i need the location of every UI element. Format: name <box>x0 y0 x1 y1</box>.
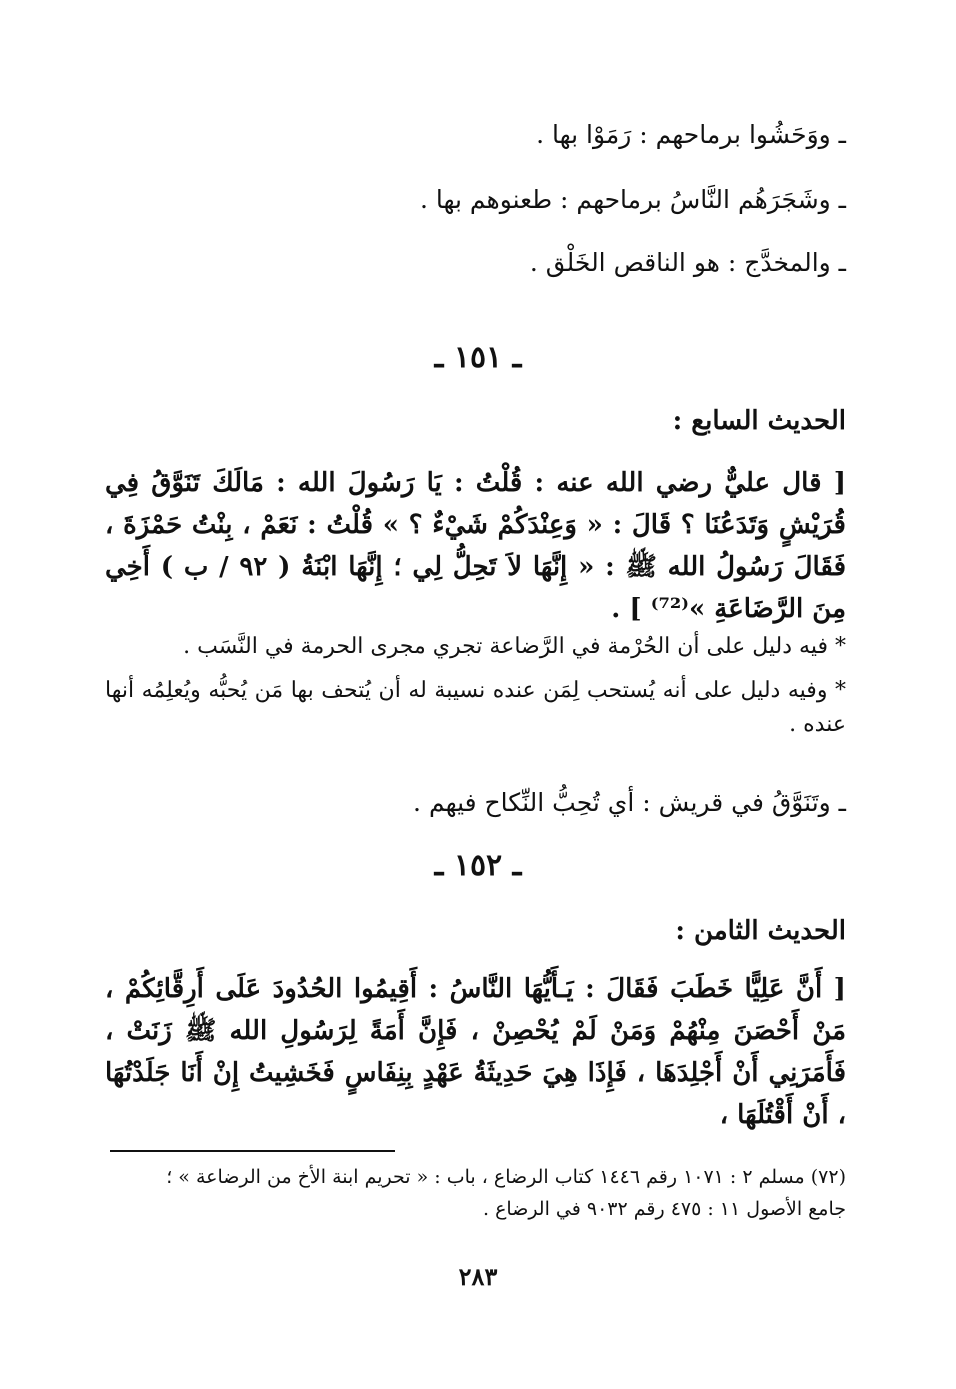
note-2: * وفيه دليل على أنه يُستحب لِمَن عنده نسيبة له أن يُتحف بها مَن يُحبُّه ويُعلِمُه أنها عنده . <box>105 678 846 737</box>
heading-hadith-7: الحديث السابع : <box>672 406 846 436</box>
heading-hadith-8: الحديث الثامن : <box>675 916 846 946</box>
hadith-number-151: ـ ١٥١ ـ <box>434 340 522 375</box>
gloss-line-2: ـ وشَجَرَهُم النَّاسُ برماحهم : طعنوهم بها . <box>419 185 846 214</box>
footnote-72-line-1: (٧٢) مسلم ٢ : ١٠٧١ رقم ١٤٤٦ كتاب الرضاع ، باب : « تحريم ابنة الأخ من الرضاعة » ؛ <box>166 1166 846 1188</box>
hadith-7-text: [ قال عليٌّ رضي الله عنه : قُلْتُ : يَا رَسُولَ الله : مَالَكَ تَنَوَّقُ فِي قُرَيْشٍ وَتَدَعُنَا ؟ قَالَ : « وَعِنْدَكُمْ شَيْءٌ ؟ » قُلْتُ : نَعَمْ ، بِنْتُ حَمْزَةَ ، فَقَالَ رَسُولُ الله ﷺ : « إِنَّهَا لاَ تَحِلُّ لِي ؛ إِنَّهَا ابْنَةُ ( ٩٢ / ب ) أَخِي مِنَ الرَّضَاعَةِ »⁽⁷²⁾ ] . <box>105 468 847 624</box>
hadith-number-152: ـ ١٥٢ ـ <box>434 848 522 883</box>
gloss-tanawwaq: ـ وتَنَوَّقُ في قريش : أي تُحِبُّ النِّكاح فيهم . <box>413 788 846 817</box>
gloss-line-1: ـ ووَحَشُوا برماحهم : رَمَوْا بها . <box>536 120 846 149</box>
hadith-8-text: [ أَنَّ عَلِيًّا خَطَبَ فَقَالَ : يَـأَيُّهَا النَّاسُ : أَقِيمُوا الحُدُودَ عَلَى أَرِقَّائِكُمْ ، مَنْ أَحْصَنَ مِنْهُمْ وَمَنْ لَمْ يُحْصِنْ ، فَإِنَّ أَمَةً لِرَسُولِ الله ﷺ زَنَتْ ، فَأَمَرَنِي أَنْ أَجْلِدَهَا ، فَإِذَا هِيَ حَدِيثَةُ عَهْدٍ بِنِفَاسٍ فَخَشِيتُ إِنْ أَنَا جَلَدْتُهَا ، أَنْ أَقْتُلَهَا ، <box>105 974 846 1130</box>
gloss-line-3: ـ والمخدَّج : هو الناقص الخَلْق . <box>529 248 846 277</box>
page-number: ٢٨٣ <box>458 1262 498 1291</box>
footnote-separator <box>110 1150 395 1152</box>
note-1: * فيه دليل على أن الحُرْمة في الرَّضاعة تجري مجرى الحرمة في النَّسَب . <box>183 634 846 659</box>
footnote-72-line-2: جامع الأصول ١١ : ٤٧٥ رقم ٩٠٣٢ في الرضاع . <box>482 1198 846 1220</box>
